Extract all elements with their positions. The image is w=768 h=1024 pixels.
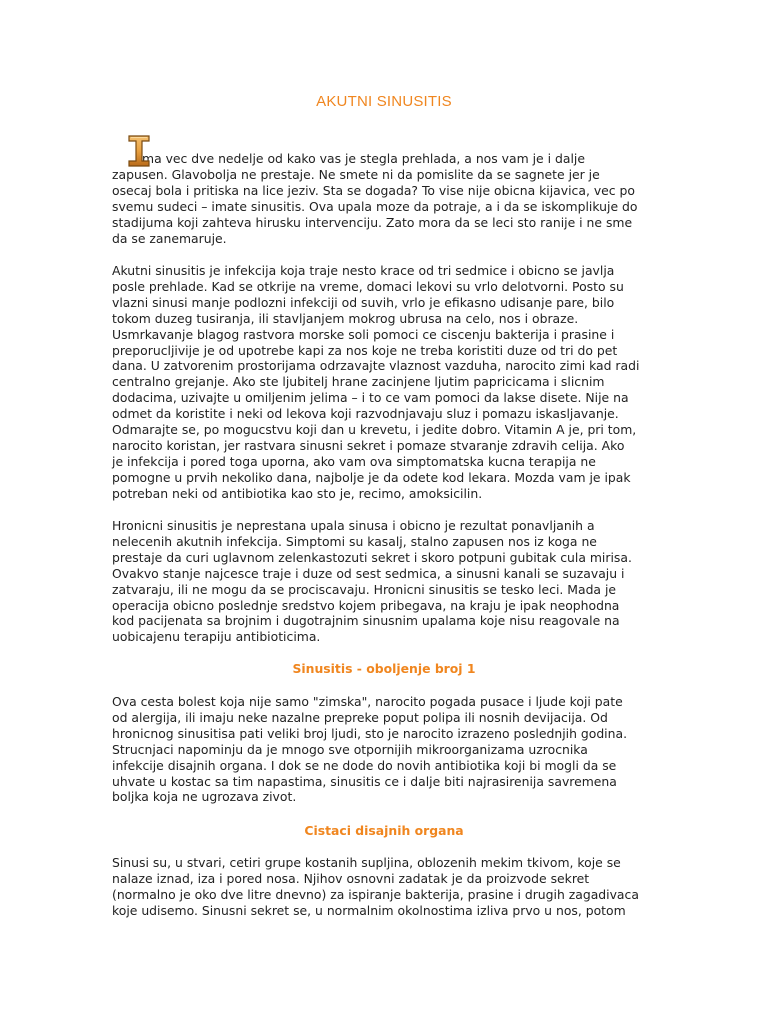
intro-section <box>112 135 656 246</box>
paragraph-akutni <box>112 263 656 502</box>
dropcap-letter-i-icon <box>128 135 150 167</box>
section-heading-oboljenje: Sinusitis - oboljenje broj 1 <box>292 661 476 676</box>
paragraph-oboljenje <box>112 694 656 805</box>
paragraph-text: Sinusi su, u stvari, cetiri grupe kostanih supljina, oblozenih mekim tkivom, koje se nalaze iznad, iza i pored nosa. Njihov osnovni zadatak je da proizvode sekret (normalno je oko dve litre dnevno) za ispiranje bakterija, prasine i drugih zagadivaca koje udisemo. Sinusni sekret se, u normalnim okolnostima izliva prvo u nos, potom <box>112 855 639 918</box>
paragraph-hronicni <box>112 518 656 645</box>
paragraph-text: Hronicni sinusitis je neprestana upala sinusa i obicno je rezultat ponavljanih a nelecenih akutnih infekcija. Simptomi su kasalj, stalno zapusen nos iz koga ne prestaje da curi uglavnom zelenkastozuti sekret i skoro potpuni gubitak cula mirisa. Ovakvo stanje najcesce traje i duze od sest sedmica, a sinusni kanali se suzavaju i zatvaraju, ili ne mogu da se prociscavaju. Hronicni sinusitis se tesko leci. Mada je operacija obicno poslednje sredstvo kojem pribegava, na kraju je ipak neophodna kod pacijenata sa brojnim i dugotrajnim sinusnim upalama koje nisu reagovale na uobicajenu terapiju antibioticima. <box>112 518 632 645</box>
paragraph-text: Akutni sinusitis je infekcija koja traje nesto krace od tri sedmice i obicno se javlja posle prehlade. Kad se otkrije na vreme, domaci lekovi su vrlo delotvorni. Posto su vlazni sinusi manje podlozni infekciji od suvih, vrlo je efikasno udisanje pare, bilo tokom duzeg tusiranja, ili stavljanjem mokrog ubrusa na celo, nos i obraze. Usmrkavanje blagog rastvora morske soli pomoci ce ciscenju bakterija i prasine i preporuclјivije je od upotrebe kapi za nos koje ne treba koristiti duze od tri do pet dana. U zatvorenim prostorijama odrzavajte vlaznost vazduha, narocito zimi kad radi centralno grejanje. Ako ste ljubitelj hrane zacinjene ljutim papricicama i slicnim dodacima, uzivajte u omiljenim jelima – i to ce vam pomoci da lakse disete. Nije na odmet da koristite i neki od lekova koji razvodnjavaju sluz i pomazu iskasljavanje. Odmarajte se, po mogucstvu koji dan u krevetu, i jedite dobro. Vitamin A je, pri tom, narocito koristan, jer rastvara sinusni sekret i pomaze stvaranje zdravih celija. Ako je infekcija i pored toga uporna, ako vam ova simptomatska kucna terapija ne pomogne u prvih nekoliko dana, najbolje je da odete kod lekara. Mozda vam je ipak potreban neki od antibiotika kao sto je, recimo, amoksicilin. <box>112 263 640 501</box>
paragraph-text: Ova cesta bolest koja nije samo "zimska", narocito pogada pusace i ljude koji pate od alergija, ili imaju neke nazalne prepreke poput polipa ili nosnih devijacija. Od hronicnog sinusitisa pati veliki broj ljudi, sto je narocito izrazeno poslednjih godina. Strucnjaci napominju da je mnogo sve otpornijih mikroorganizama uzrocnika infekcije disajnih organa. I dok se ne dode do novih antibiotika koji bi mogli da se uhvate u kostac sa tim napastima, sinusitis ce i dalje biti najrasirenija savremena boljka koja ne ugrozava zivot. <box>112 694 628 805</box>
intro-first-line: ma vec dve nedelje od kako vas je stegla prehlada, a nos vam je i dalje <box>142 151 585 166</box>
section-heading-cistaci: Cistaci disajnih organa <box>304 823 464 838</box>
intro-paragraph <box>112 151 656 246</box>
paragraph-cistaci <box>112 855 656 919</box>
document-title: AKUTNI SINUSITIS <box>316 93 452 110</box>
intro-rest: zapusen. Glavobolja ne prestaje. Ne smete ni da pomislite da se sagnete jer je osecaj bola i pritiska na lice jeziv. Sta se dogada? To vise nije obicna kijavica, vec po svemu sudeci – imate sinusitis. Ova upala moze da potraje, a i da se iskomplikuje do stadijuma koji zahteva hirusku intervenciju. Zato mora da se leci sto ranije i ne sme da se zanemaruje. <box>112 166 638 246</box>
